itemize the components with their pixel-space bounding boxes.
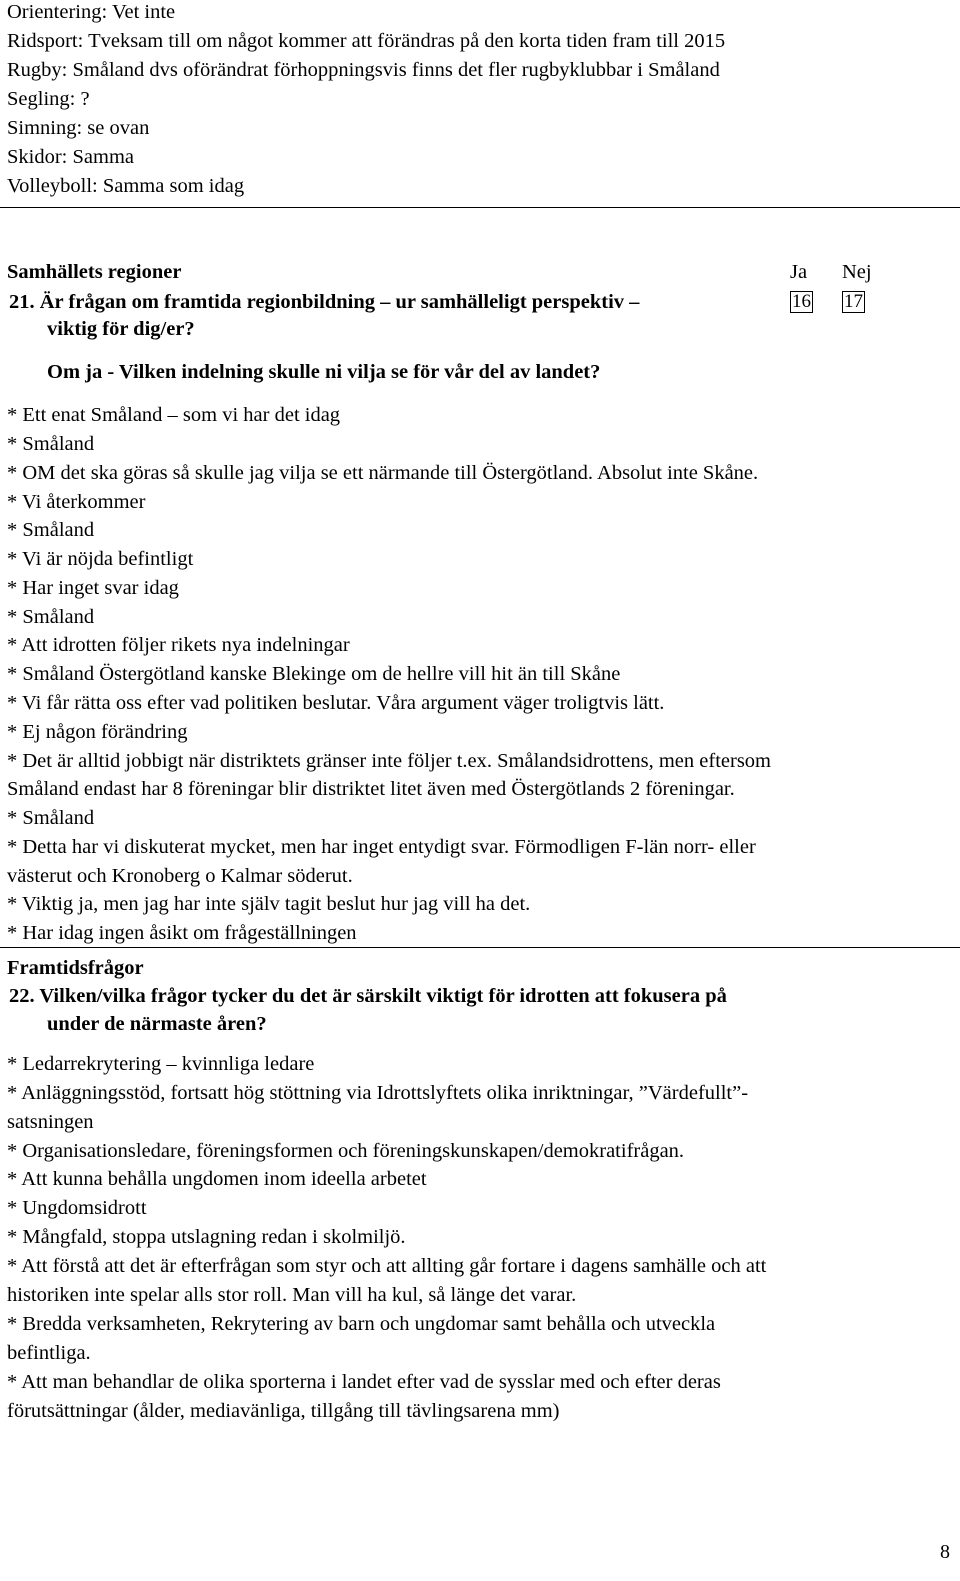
sub-question: Om ja - Vilken indelning skulle ni vilja se för vår del av landet? xyxy=(47,361,601,383)
question-21: 21. Är frågan om framtida regionbildning – ur samhälleligt perspektiv – xyxy=(9,291,640,313)
answer-item: * Småland xyxy=(7,433,95,455)
answer-item: * Har idag ingen åsikt om frågeställningen xyxy=(7,922,357,944)
question-21-continued: viktig för dig/er? xyxy=(47,318,195,340)
answer-item: * Bredda verksamheten, Rekrytering av barn och ungdomar samt behålla och utveckla xyxy=(7,1313,716,1335)
answer-item: * Mångfald, stoppa utslagning redan i skolmiljö. xyxy=(7,1226,406,1248)
answer-item-continued: Småland endast har 8 föreningar blir distriktet litet även med Östergötlands 2 föreningar. xyxy=(7,778,735,800)
yes-count-box: 16 xyxy=(792,291,811,312)
no-count-box: 17 xyxy=(844,291,863,312)
text-line: Rugby: Småland dvs oförändrat förhoppningsvis finns det fler rugbyklubbar i Småland xyxy=(7,59,720,81)
answer-item: * Anläggningsstöd, fortsatt hög stöttning via Idrottslyftets olika inriktningar, ”Värdefullt”- xyxy=(7,1082,749,1104)
text-line: Segling: ? xyxy=(7,88,90,110)
horizontal-rule xyxy=(0,947,960,948)
answer-item: * Att man behandlar de olika sporterna i landet efter vad de sysslar med och efter deras xyxy=(7,1371,721,1393)
answer-item-continued: befintliga. xyxy=(7,1342,91,1364)
answer-item-continued: satsningen xyxy=(7,1111,94,1133)
horizontal-rule xyxy=(0,207,960,208)
answer-item: * Att idrotten följer rikets nya indelningar xyxy=(7,634,350,656)
section-title: Framtidsfrågor xyxy=(7,957,144,979)
text-line: Volleyboll: Samma som idag xyxy=(7,175,245,197)
answer-item: * Vi är nöjda befintligt xyxy=(7,548,194,570)
answer-item-continued: förutsättningar (ålder, mediavänliga, tillgång till tävlingsarena mm) xyxy=(7,1400,560,1422)
answer-item: * OM det ska göras så skulle jag vilja se ett närmande till Östergötland. Absolut inte Skåne. xyxy=(7,462,759,484)
text-line: Simning: se ovan xyxy=(7,117,150,139)
answer-item: * Det är alltid jobbigt när distriktets gränser inte följer t.ex. Smålandsidrottens, men eftersom xyxy=(7,750,772,772)
column-no-label: Nej xyxy=(842,261,872,283)
answer-item: * Ett enat Småland – som vi har det idag xyxy=(7,404,341,426)
question-22: 22. Vilken/vilka frågor tycker du det är särskilt viktigt för idrotten att fokusera på xyxy=(9,985,727,1007)
answer-item-continued: historiken inte spelar alls stor roll. Man vill ha kul, så länge det varar. xyxy=(7,1284,577,1306)
answer-item: * Ej någon förändring xyxy=(7,721,188,743)
answer-item-continued: västerut och Kronoberg o Kalmar söderut. xyxy=(7,865,353,887)
text-line: Orientering: Vet inte xyxy=(7,1,176,23)
answer-item: * Viktig ja, men jag har inte själv tagit beslut hur jag vill ha det. xyxy=(7,893,531,915)
answer-item: * Vi återkommer xyxy=(7,491,146,513)
answer-item: * Småland xyxy=(7,606,95,628)
text-line: Ridsport: Tveksam till om något kommer att förändras på den korta tiden fram till 2015 xyxy=(7,30,726,52)
answer-item: * Småland xyxy=(7,519,95,541)
section-title: Samhällets regioner xyxy=(7,261,182,283)
answer-item: * Ungdomsidrott xyxy=(7,1197,147,1219)
text-line: Skidor: Samma xyxy=(7,146,134,168)
answer-item: * Ledarrekrytering – kvinnliga ledare xyxy=(7,1053,315,1075)
answer-item: * Småland Östergötland kanske Blekinge om de hellre vill hit än till Skåne xyxy=(7,663,621,685)
answer-item: * Att kunna behålla ungdomen inom ideella arbetet xyxy=(7,1168,427,1190)
answer-item: * Vi får rätta oss efter vad politiken beslutar. Våra argument väger troligtvis lätt. xyxy=(7,692,665,714)
answer-item: * Har inget svar idag xyxy=(7,577,179,599)
answer-item: * Detta har vi diskuterat mycket, men har inget entydigt svar. Förmodligen F-län norr- eller xyxy=(7,836,756,858)
answer-item: * Organisationsledare, föreningsformen och föreningskunskapen/demokratifrågan. xyxy=(7,1140,685,1162)
answer-item: * Småland xyxy=(7,807,95,829)
answer-item: * Att förstå att det är efterfrågan som styr och att allting går fortare i dagens samhälle och att xyxy=(7,1255,767,1277)
column-yes-label: Ja xyxy=(790,261,808,283)
page-number: 8 xyxy=(940,1541,950,1563)
question-22-continued: under de närmaste åren? xyxy=(47,1013,267,1035)
